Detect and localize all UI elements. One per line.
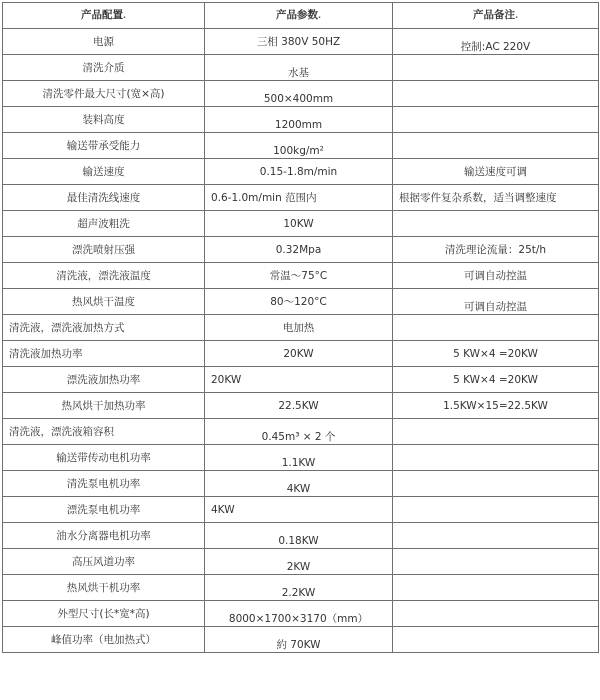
- spec-note-cell: [393, 81, 599, 107]
- spec-note-cell: [393, 419, 599, 445]
- spec-value-cell-text: 0.45m³ × 2 个: [261, 430, 336, 443]
- table-row: [3, 627, 599, 653]
- spec-note-cell: [393, 237, 599, 263]
- table-row: [3, 237, 599, 263]
- spec-note-cell-text: [393, 219, 598, 229]
- table-row: [3, 55, 599, 81]
- spec-name-cell-text: 清洗液，漂洗液温度: [56, 269, 151, 282]
- spec-name-cell-text: 漂洗泵电机功率: [66, 503, 141, 516]
- spec-value-cell: [205, 211, 393, 237]
- spec-note-cell: [393, 263, 599, 289]
- spec-note-cell: [393, 159, 599, 185]
- spec-name-cell: [3, 29, 205, 55]
- spec-value-cell: [205, 185, 393, 211]
- spec-value-cell-text: 2KW: [286, 560, 311, 573]
- spec-note-cell: [393, 367, 599, 393]
- spec-note-cell-text: 5 KW×4 =20KW: [453, 347, 538, 360]
- spec-name-cell-text: 装料高度: [82, 113, 125, 126]
- spec-name-cell-text: 最佳清洗线速度: [66, 191, 141, 204]
- spec-note-cell: [393, 575, 599, 601]
- spec-note-cell: [393, 523, 599, 549]
- table-row: [3, 263, 599, 289]
- spec-name-cell: [3, 393, 205, 419]
- spec-name-cell: [3, 289, 205, 315]
- spec-name-cell: [3, 133, 205, 159]
- spec-value-cell-text: 500×400mm: [263, 92, 334, 105]
- spec-name-cell-text: 清洗液加热功率: [9, 347, 83, 360]
- spec-name-cell: [3, 159, 205, 185]
- spec-value-cell-text: 0.6-1.0m/min 范围内: [211, 191, 317, 204]
- spec-name-cell-text: 输送速度: [82, 165, 125, 178]
- product-spec-table: [2, 2, 599, 653]
- spec-name-cell: [3, 445, 205, 471]
- spec-note-cell: [393, 315, 599, 341]
- table-row: [3, 523, 599, 549]
- table-row: [3, 575, 599, 601]
- spec-value-cell: [205, 159, 393, 185]
- spec-name-cell-text: 高压风道功率: [72, 555, 135, 568]
- spec-value-cell: [205, 445, 393, 471]
- table-row: [3, 471, 599, 497]
- spec-value-cell: [205, 341, 393, 367]
- spec-note-cell-text: 根据零件复杂系数，适当调整速度: [399, 191, 557, 204]
- spec-value-cell-text: 0.15-1.8m/min: [259, 165, 338, 178]
- spec-name-cell-text: 清洗零件最大尺寸(宽×高): [42, 87, 165, 100]
- spec-name-cell-text: 峰值功率（电加热式）: [51, 633, 156, 646]
- spec-value-cell-text: 100kg/m²: [273, 144, 324, 157]
- spec-name-cell: [3, 315, 205, 341]
- table-row: [3, 497, 599, 523]
- spec-value-cell: [205, 393, 393, 419]
- spec-note-cell: [393, 627, 599, 653]
- spec-value-cell-text: 約 70KW: [276, 638, 321, 651]
- table-row: [3, 29, 599, 55]
- spec-note-cell-text: 控制:AC 220V: [460, 40, 531, 53]
- spec-name-cell-text: 热风烘干温度: [72, 295, 135, 308]
- spec-value-cell-text: 4KW: [286, 482, 311, 495]
- spec-value-cell-text: 8000×1700×3170（mm）: [228, 612, 369, 625]
- spec-name-cell: [3, 81, 205, 107]
- spec-name-cell-text: 油水分离器电机功率: [56, 529, 151, 542]
- spec-name-cell: [3, 367, 205, 393]
- spec-name-cell: [3, 523, 205, 549]
- spec-note-cell: [393, 341, 599, 367]
- spec-value-cell-text: 三相 380V 50HZ: [256, 35, 341, 48]
- spec-note-cell: [393, 29, 599, 55]
- table-row: [3, 289, 599, 315]
- spec-note-cell: [393, 211, 599, 237]
- spec-value-cell-text: 22.5KW: [278, 399, 319, 412]
- table-row: [3, 419, 599, 445]
- spec-name-cell: [3, 107, 205, 133]
- spec-name-cell: [3, 237, 205, 263]
- spec-name-cell-text: 漂洗喷射压强: [72, 243, 135, 256]
- spec-value-cell: [205, 497, 393, 523]
- table-header-row: [3, 3, 599, 29]
- spec-note-cell: [393, 549, 599, 575]
- spec-name-cell: [3, 601, 205, 627]
- spec-value-cell: [205, 133, 393, 159]
- spec-value-cell: [205, 107, 393, 133]
- spec-value-cell: [205, 237, 393, 263]
- table-row: [3, 393, 599, 419]
- spec-note-cell-text: 清洗理论流量：25t/h: [444, 243, 547, 256]
- spec-name-cell: [3, 627, 205, 653]
- spec-table-container: [2, 2, 598, 698]
- spec-note-cell: [393, 185, 599, 211]
- spec-name-cell: [3, 263, 205, 289]
- spec-name-cell: [3, 419, 205, 445]
- table-row: [3, 549, 599, 575]
- spec-note-cell-text: 可调自动控温: [464, 269, 527, 282]
- spec-value-cell: [205, 55, 393, 81]
- spec-value-cell-text: 1200mm: [274, 118, 323, 131]
- spec-note-cell-text: 1.5KW×15=22.5KW: [443, 399, 548, 412]
- spec-note-cell: [393, 601, 599, 627]
- spec-name-cell-text: 清洗液，漂洗液加热方式: [9, 321, 125, 334]
- spec-note-cell: [393, 445, 599, 471]
- spec-value-cell: [205, 523, 393, 549]
- spec-value-cell: [205, 627, 393, 653]
- header-config: 产品配置.: [3, 3, 205, 29]
- table-row: [3, 367, 599, 393]
- table-row: [3, 81, 599, 107]
- spec-value-cell: [205, 471, 393, 497]
- spec-note-cell-text: 5 KW×4 =20KW: [453, 373, 538, 386]
- spec-note-cell: [393, 393, 599, 419]
- spec-value-cell-text: 0.18KW: [278, 534, 319, 547]
- table-row: [3, 107, 599, 133]
- spec-note-cell: [393, 133, 599, 159]
- table-row: [3, 159, 599, 185]
- table-row: [3, 133, 599, 159]
- table-row: [3, 211, 599, 237]
- spec-name-cell-text: 输送带传动电机功率: [56, 451, 151, 464]
- spec-name-cell-text: 超声波粗洗: [77, 217, 130, 230]
- header-notes: 产品备注.: [393, 3, 599, 29]
- spec-value-cell-text: 2.2KW: [281, 586, 316, 599]
- spec-value-cell: [205, 601, 393, 627]
- spec-note-cell-text: 可调自动控温: [464, 300, 527, 313]
- spec-value-cell-text: 常温～75°C: [269, 269, 328, 282]
- header-params: 产品参数.: [205, 3, 393, 29]
- spec-name-cell-text: 热风烘干加热功率: [61, 399, 146, 412]
- spec-value-cell: [205, 549, 393, 575]
- spec-value-cell: [205, 263, 393, 289]
- spec-value-cell: [205, 81, 393, 107]
- spec-name-cell-text: 热风烘干机功率: [66, 581, 141, 594]
- header-params-label: 产品参数: [275, 9, 318, 21]
- spec-value-cell: [205, 315, 393, 341]
- spec-name-cell: [3, 341, 205, 367]
- spec-name-cell-text: 外型尺寸(长*宽*高): [57, 607, 150, 620]
- table-row: [3, 445, 599, 471]
- spec-name-cell-text: 输送带承受能力: [66, 139, 141, 152]
- spec-note-cell: [393, 471, 599, 497]
- spec-name-cell-text: 清洗液，漂洗液箱容积: [9, 425, 114, 438]
- spec-value-cell-text: 水基: [288, 66, 309, 79]
- spec-name-cell: [3, 575, 205, 601]
- spec-name-cell-text: 漂洗液加热功率: [66, 373, 141, 386]
- spec-value-cell: [205, 575, 393, 601]
- spec-value-cell-text: 0.32Mpa: [275, 243, 322, 256]
- spec-note-cell: [393, 55, 599, 81]
- spec-name-cell-text: 清洗泵电机功率: [66, 477, 141, 490]
- table-row: [3, 341, 599, 367]
- spec-name-cell: [3, 55, 205, 81]
- spec-value-cell: [205, 367, 393, 393]
- spec-name-cell: [3, 185, 205, 211]
- spec-value-cell-text: 10KW: [283, 217, 314, 230]
- spec-name-cell-text: 清洗介质: [82, 61, 125, 74]
- spec-value-cell: [205, 419, 393, 445]
- spec-name-cell: [3, 211, 205, 237]
- table-row: [3, 315, 599, 341]
- table-row: [3, 601, 599, 627]
- spec-name-cell-text: 电源: [93, 35, 114, 48]
- spec-name-cell: [3, 497, 205, 523]
- spec-note-cell: [393, 497, 599, 523]
- header-notes-label: 产品备注: [472, 9, 515, 21]
- spec-note-cell-text: 输送速度可调: [464, 165, 527, 178]
- table-row: [3, 185, 599, 211]
- spec-value-cell: [205, 29, 393, 55]
- spec-note-cell: [393, 289, 599, 315]
- spec-name-cell: [3, 549, 205, 575]
- spec-value-cell-text: 4KW: [211, 503, 235, 516]
- header-config-label: 产品配置: [80, 9, 123, 21]
- spec-value-cell-text: 20KW: [211, 373, 242, 386]
- spec-value-cell-text: 80～120°C: [270, 295, 327, 308]
- spec-name-cell: [3, 471, 205, 497]
- spec-value-cell-text: 20KW: [283, 347, 314, 360]
- spec-value-cell-text: 1.1KW: [281, 456, 316, 469]
- spec-note-cell: [393, 107, 599, 133]
- spec-value-cell-text: 电加热: [282, 321, 315, 334]
- spec-value-cell: [205, 289, 393, 315]
